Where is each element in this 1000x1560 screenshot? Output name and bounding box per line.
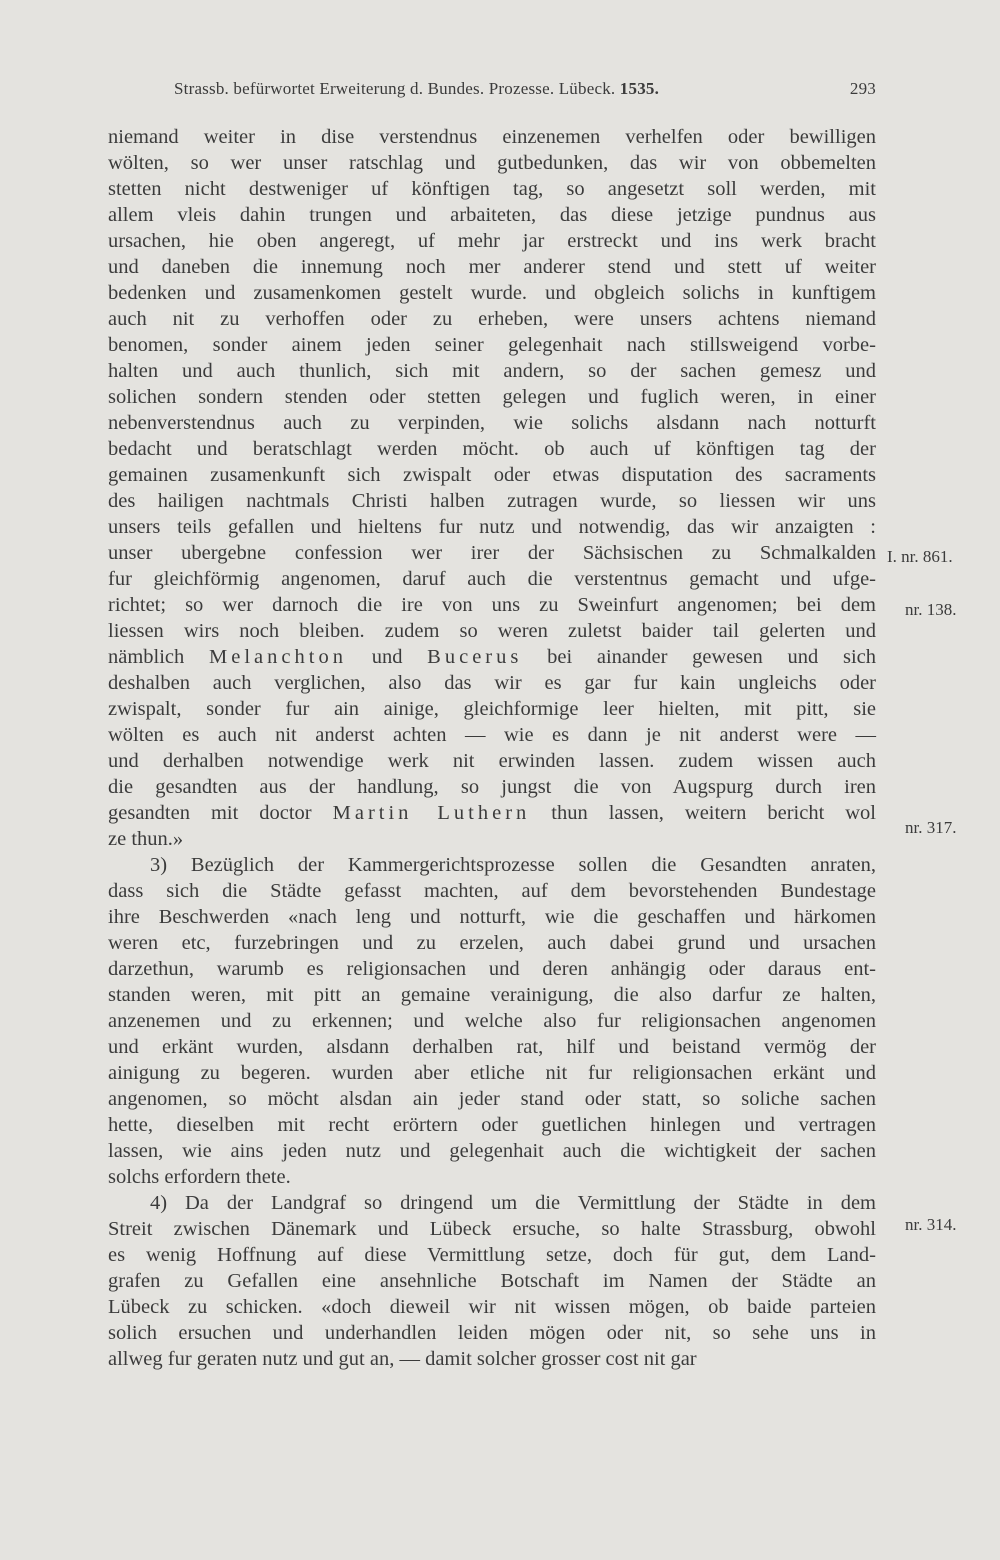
text-line (108, 566, 876, 592)
text-segment: weren etc, furzebringen und zu erzelen, auch dabei grund und ursachen (108, 932, 876, 954)
text-segment: bedenken und zusamenkomen gestelt wurde. und obgleich solichs in kunftigem (108, 282, 876, 304)
text-segment: nebenverstendnus auch zu verpinden, wie solichs alsdann nach notturft (108, 412, 876, 434)
text-line (108, 1320, 876, 1346)
running-title: Strassb. befürwortet Erweiterung d. Bundes. Prozesse. Lübeck. (174, 79, 616, 98)
text-line (108, 1138, 876, 1164)
spaced-name: Bucerus (427, 646, 523, 668)
text-segment: 3) Bezüglich der Kammergerichtsprozesse sollen die Gesandten anraten, (150, 854, 876, 876)
margin-note: nr. 138. (905, 600, 957, 619)
text-segment: niemand weiter in dise verstendnus einzenemen verhelfen oder bewilligen (108, 126, 876, 148)
text-segment: ihre Beschwerden «nach leng und notturft, wie die geschaffen und härkomen (108, 906, 876, 928)
text-segment: solich ersuchen und underhandlen leiden mögen oder nit, so sehe uns in (108, 1322, 876, 1344)
text-line (108, 410, 876, 436)
spaced-name: Melanchton (209, 646, 347, 668)
text-segment: solichen sondern stenden oder stetten gelegen und fuglich weren, in einer (108, 386, 876, 408)
text-line (108, 358, 876, 384)
text-segment: ursachen, hie oben angeregt, uf mehr jar erstreckt und ins werk bracht (108, 230, 876, 252)
text-segment: unsers teils gefallen und hieltens fur nutz und notwendig, das wir anzaigten : (108, 516, 876, 538)
text-line (150, 852, 876, 878)
text-segment: Lübeck zu schicken. «doch dieweil wir nit wissen mögen, ob baide parteien (108, 1296, 876, 1318)
text-segment: bedacht und beratschlagt werden möcht. ob auch uf könftigen tag der (108, 438, 876, 460)
text-segment: liessen wirs noch bleiben. zudem so weren zuletst baider tail gelerten und (108, 620, 876, 642)
text-line (108, 1164, 876, 1190)
text-line (108, 956, 876, 982)
text-line (108, 592, 876, 618)
text-segment: thun lassen, weitern bericht wol (530, 802, 876, 824)
text-line (108, 462, 876, 488)
text-segment: standen weren, mit pitt an gemaine verainigung, die also darfur ze halten, (108, 984, 876, 1006)
text-segment: allem vleis dahin trungen und arbaiteten, das diese jetzige pundnus aus (108, 204, 876, 226)
text-line (108, 1060, 876, 1086)
text-line (108, 150, 876, 176)
text-line (108, 670, 876, 696)
text-line (108, 1242, 876, 1268)
text-line (108, 436, 876, 462)
text-segment: zwispalt, sonder fur ain ainige, gleichformige leer hielten, mit pitt, sie (108, 698, 876, 720)
text-line (108, 176, 876, 202)
text-line (108, 1346, 876, 1372)
text-segment: wölten es auch nit anderst achten — wie es dann je nit anderst were — (108, 724, 876, 746)
text-segment: halten und auch thunlich, sich mit andern, so der sachen gemesz und (108, 360, 876, 382)
text-segment: die gesandten aus der handlung, so jungst die von Augspurg durch iren (108, 776, 876, 798)
text-segment: stetten nicht destweniger uf könftigen tag, so angesetzt soll werden, mit (108, 178, 876, 200)
text-line (108, 384, 876, 410)
text-line (108, 202, 876, 228)
text-segment: und daneben die innemung noch mer anderer stend und stett uf weiter (108, 256, 876, 278)
spaced-name: Martin Luthern (332, 802, 531, 824)
text-line (108, 618, 876, 644)
text-segment: 4) Da der Landgraf so dringend um die Vermittlung der Städte in dem (150, 1192, 876, 1214)
text-segment: angenomen, so möcht alsdan ain jeder stand oder statt, so soliche sachen (108, 1088, 876, 1110)
text-line (108, 904, 876, 930)
text-segment: ze thun.» (108, 828, 184, 850)
text-segment: fur gleichförmig angenomen, daruf auch die verstentnus gemacht und ufge- (108, 568, 876, 590)
text-line (108, 124, 876, 150)
text-line (108, 1034, 876, 1060)
text-line (108, 982, 876, 1008)
text-segment: Streit zwischen Dänemark und Lübeck ersuche, so halte Strassburg, obwohl (108, 1218, 876, 1240)
text-segment: ainigung zu begeren. wurden aber etliche nit fur religionsachen erkänt und (108, 1062, 876, 1084)
text-line (108, 1086, 876, 1112)
text-segment: des hailigen nachtmals Christi halben zutragen wurde, so liessen wir uns (108, 490, 876, 512)
text-segment: allweg fur geraten nutz und gut an, — damit solcher grosser cost nit gar (108, 1348, 697, 1370)
text-segment: wölten, so wer unser ratschlag und gutbedunken, das wir von obbemelten (108, 152, 876, 174)
margin-note: I. nr. 861. (887, 547, 953, 566)
text-segment: bei ainander gewesen und sich (522, 646, 876, 668)
text-line (108, 488, 876, 514)
margin-note: nr. 317. (905, 818, 957, 837)
text-line (108, 280, 876, 306)
text-line (108, 228, 876, 254)
text-segment: unser ubergebne confession wer irer der Sächsischen zu Schmalkalden (108, 542, 876, 564)
text-segment: lassen, wie ains jeden nutz und gelegenhait auch die wichtigkeit der sachen (108, 1140, 876, 1162)
text-line (150, 1190, 876, 1216)
text-segment: gemainen zusamenkunft sich zwispalt oder etwas disputation des sacraments (108, 464, 876, 486)
text-line (108, 878, 876, 904)
text-segment: grafen zu Gefallen eine ansehnliche Botschaft im Namen der Städte an (108, 1270, 876, 1292)
text-segment: und derhalben notwendige werk nit erwinden lassen. zudem wissen auch (108, 750, 876, 772)
text-line (108, 1112, 876, 1138)
text-segment: gesandten mit doctor (108, 802, 333, 824)
text-segment: darzethun, warumb es religionsachen und deren anhängig oder daraus ent- (108, 958, 876, 980)
text-line (108, 696, 876, 722)
text-segment: es wenig Hoffnung auf diese Vermittlung setze, doch für gut, dem Land- (108, 1244, 876, 1266)
text-line (108, 254, 876, 280)
page-number: 293 (849, 79, 876, 98)
text-segment: und (346, 646, 428, 668)
text-line (108, 1008, 876, 1034)
text-segment: solchs erfordern thete. (108, 1166, 291, 1188)
text-line (108, 1268, 876, 1294)
text-segment: dass sich die Städte gefasst machten, auf dem bevorstehenden Bundestage (108, 880, 876, 902)
text-segment: hette, dieselben mit recht erörtern oder guetlichen hinlegen und vertragen (108, 1114, 876, 1136)
text-segment: deshalben auch verglichen, also das wir es gar fur kain ungleichs oder (108, 672, 876, 694)
text-line (108, 1216, 876, 1242)
text-line (108, 748, 876, 774)
text-line (108, 514, 876, 540)
text-segment: und erkänt wurden, alsdann derhalben rat, hilf und beistand vermög der (108, 1036, 876, 1058)
text-line (108, 332, 876, 358)
text-segment: anzenemen und zu erkennen; und welche also fur religionsachen angenomen (108, 1010, 876, 1032)
text-line (108, 540, 876, 566)
text-line (108, 800, 876, 826)
text-line (108, 722, 876, 748)
text-segment: auch nit zu verhoffen oder zu erheben, were unsers achtens niemand (108, 308, 876, 330)
running-header (174, 79, 876, 99)
text-line (108, 774, 876, 800)
text-line (108, 826, 876, 852)
text-line (108, 644, 876, 670)
text-line (108, 1294, 876, 1320)
text-segment: richtet; so wer darnoch die ire von uns zu Sweinfurt angenomen; bei dem (108, 594, 876, 616)
text-line (108, 306, 876, 332)
text-segment: nämblich (108, 646, 210, 668)
text-line (108, 930, 876, 956)
text-segment: benomen, sonder ainem jeden seiner gelegenhait nach stillsweigend vorbe- (108, 334, 876, 356)
margin-note: nr. 314. (905, 1215, 957, 1234)
header-year: 1535. (619, 79, 660, 98)
